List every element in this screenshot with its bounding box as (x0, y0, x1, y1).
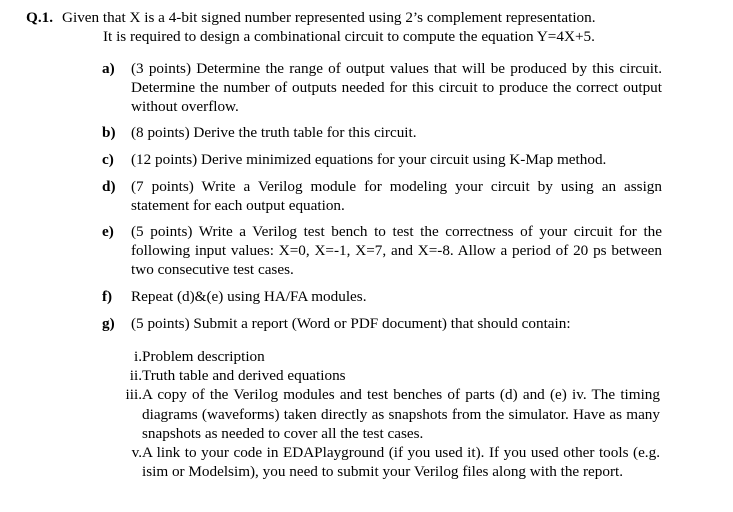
part-text: (7 points) Write a Verilog module for modeling your circuit by using an assign statement for each output equation. (131, 178, 662, 215)
part-e (102, 222, 662, 280)
part-label: g) (102, 315, 115, 332)
report-item-numeral: iii. (125, 386, 142, 404)
report-item-text: A link to your code in EDAPlayground (if you used it). If you used other tools (e.g. isim or Modelsim), you need to submit your Verilog files along with the report. (142, 444, 660, 481)
report-item-text: Truth table and derived equations (142, 367, 346, 385)
report-item-numeral: i. (133, 348, 142, 365)
question-line-1 (26, 8, 716, 27)
part-d (102, 177, 662, 215)
part-label: f) (102, 288, 113, 305)
part-label: e) (102, 223, 114, 240)
part-label: b) (102, 124, 116, 141)
report-item-numeral: v. (131, 444, 142, 462)
part-text: (8 points) Derive the truth table for this circuit. (131, 124, 417, 141)
part-g (102, 314, 662, 333)
report-item (120, 347, 660, 366)
part-text: (3 points) Determine the range of output values that will be produced by this circuit. Determine the number of outputs needed for this circuit to produce the correct output without overflow. (131, 60, 662, 116)
part-label: d) (102, 178, 116, 195)
part-c (102, 150, 662, 169)
part-text: (12 points) Derive minimized equations for your circuit using K-Map method. (131, 151, 607, 168)
question-line-2: It is required to design a combinational circuit to compute the equation Y=4X+5. (103, 28, 595, 46)
part-b (102, 123, 662, 142)
report-items-list (120, 347, 660, 481)
part-text: (5 points) Write a Verilog test bench to test the correctness of your circuit for the following input values: X=0, X=-1, X=7, and X=-8. Allow a period of 20 ps between two consecutive test cases. (131, 223, 662, 279)
report-item-text: A copy of the Verilog modules and test benches of parts (d) and (e) iv. The timing diagrams (waveforms) taken directly as snapshots from the simulator. Have as many snapshots as needed to cover all the test cases. (142, 386, 660, 442)
question-number: Q.1. (26, 9, 54, 26)
part-label: a) (102, 60, 115, 77)
question-intro: Given that X is a 4-bit signed number represented using 2’s complement representation. (62, 9, 596, 26)
part-f (102, 287, 662, 306)
report-item (120, 385, 660, 443)
part-text: Repeat (d)&(e) using HA/FA modules. (131, 288, 367, 305)
report-item (120, 366, 660, 385)
part-label: c) (102, 151, 114, 168)
part-text: (5 points) Submit a report (Word or PDF document) that should contain: (131, 315, 571, 332)
report-item-text: Problem description (142, 348, 265, 365)
question-header (26, 8, 716, 46)
part-a (102, 59, 662, 117)
report-item-numeral: ii. (129, 367, 142, 385)
report-item (120, 443, 660, 481)
